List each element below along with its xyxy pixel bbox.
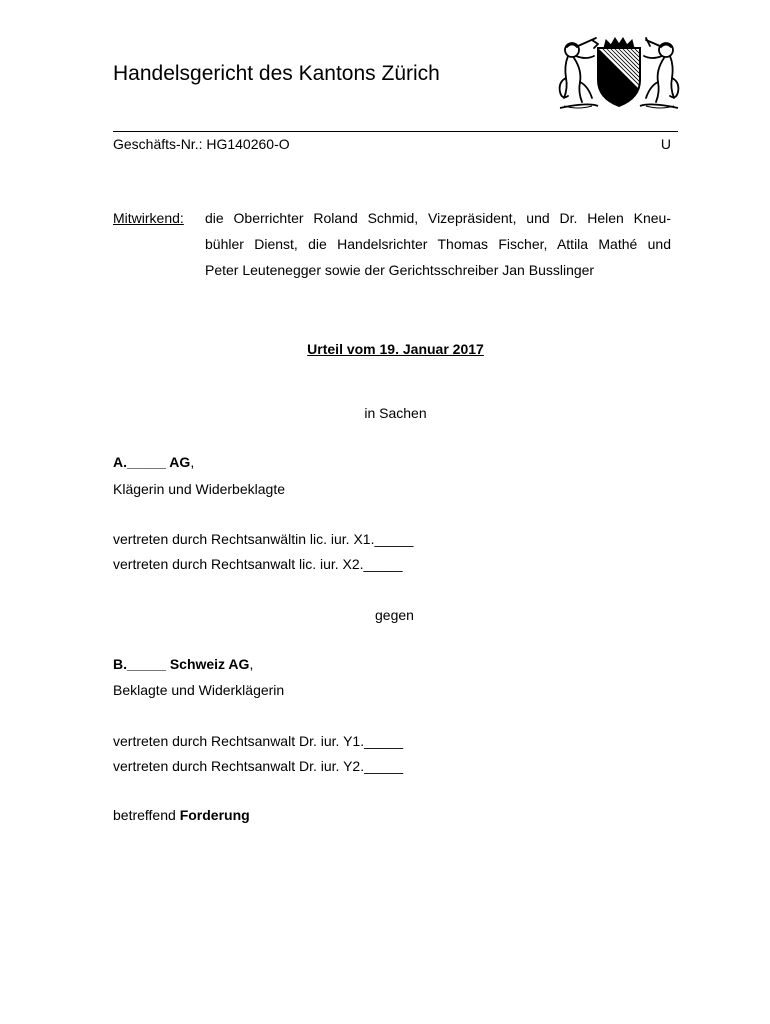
plaintiff-role: Klägerin und Widerbeklagte [113, 481, 285, 497]
zurich-coat-of-arms-icon [558, 36, 680, 112]
defendant-counsel-1: vertreten durch Rechtsanwalt Dr. iur. Y1._____ [113, 733, 404, 749]
case-number: Geschäfts-Nr.: HG140260-O [113, 136, 290, 152]
panel-line-2: bühler Dienst, die Handelsrichter Thomas Fischer, Attila Mathé und [205, 236, 671, 252]
case-suffix: U [660, 136, 671, 152]
plaintiff-counsel-2: vertreten durch Rechtsanwalt lic. iur. X2._____ [113, 556, 403, 572]
defendant-counsel-2: vertreten durch Rechtsanwalt Dr. iur. Y2._____ [113, 758, 404, 774]
verdict-title-text: Urteil vom 19. Januar 2017 [307, 341, 484, 357]
in-matter-label: in Sachen [364, 405, 427, 421]
panel-line-1: die Oberrichter Roland Schmid, Vizepräsident, und Dr. Helen Kneu- [205, 210, 671, 226]
defendant-name: B._____ Schweiz AG [113, 656, 250, 672]
plaintiff-name-suffix: , [190, 454, 195, 470]
verdict-title [113, 340, 678, 358]
plaintiff-name: A._____ AG [113, 454, 191, 470]
court-name: Handelsgericht des Kantons Zürich [113, 62, 440, 85]
plaintiff-counsel-1: vertreten durch Rechtsanwältin lic. iur. X1._____ [113, 531, 414, 547]
plaintiff-name-line [113, 453, 194, 471]
panel-line-3: Peter Leutenegger sowie der Gerichtsschreiber Jan Busslinger [205, 262, 595, 278]
subject-prefix: betreffend [113, 807, 176, 823]
panel-label: Mitwirkend: [113, 210, 184, 226]
defendant-name-suffix: , [249, 656, 254, 672]
subject-line [113, 806, 250, 824]
defendant-role: Beklagte und Widerklägerin [113, 682, 285, 698]
subject-matter: Forderung [179, 807, 250, 823]
header-divider [113, 131, 678, 132]
versus-label: gegen [375, 607, 414, 623]
defendant-name-line [113, 655, 253, 673]
